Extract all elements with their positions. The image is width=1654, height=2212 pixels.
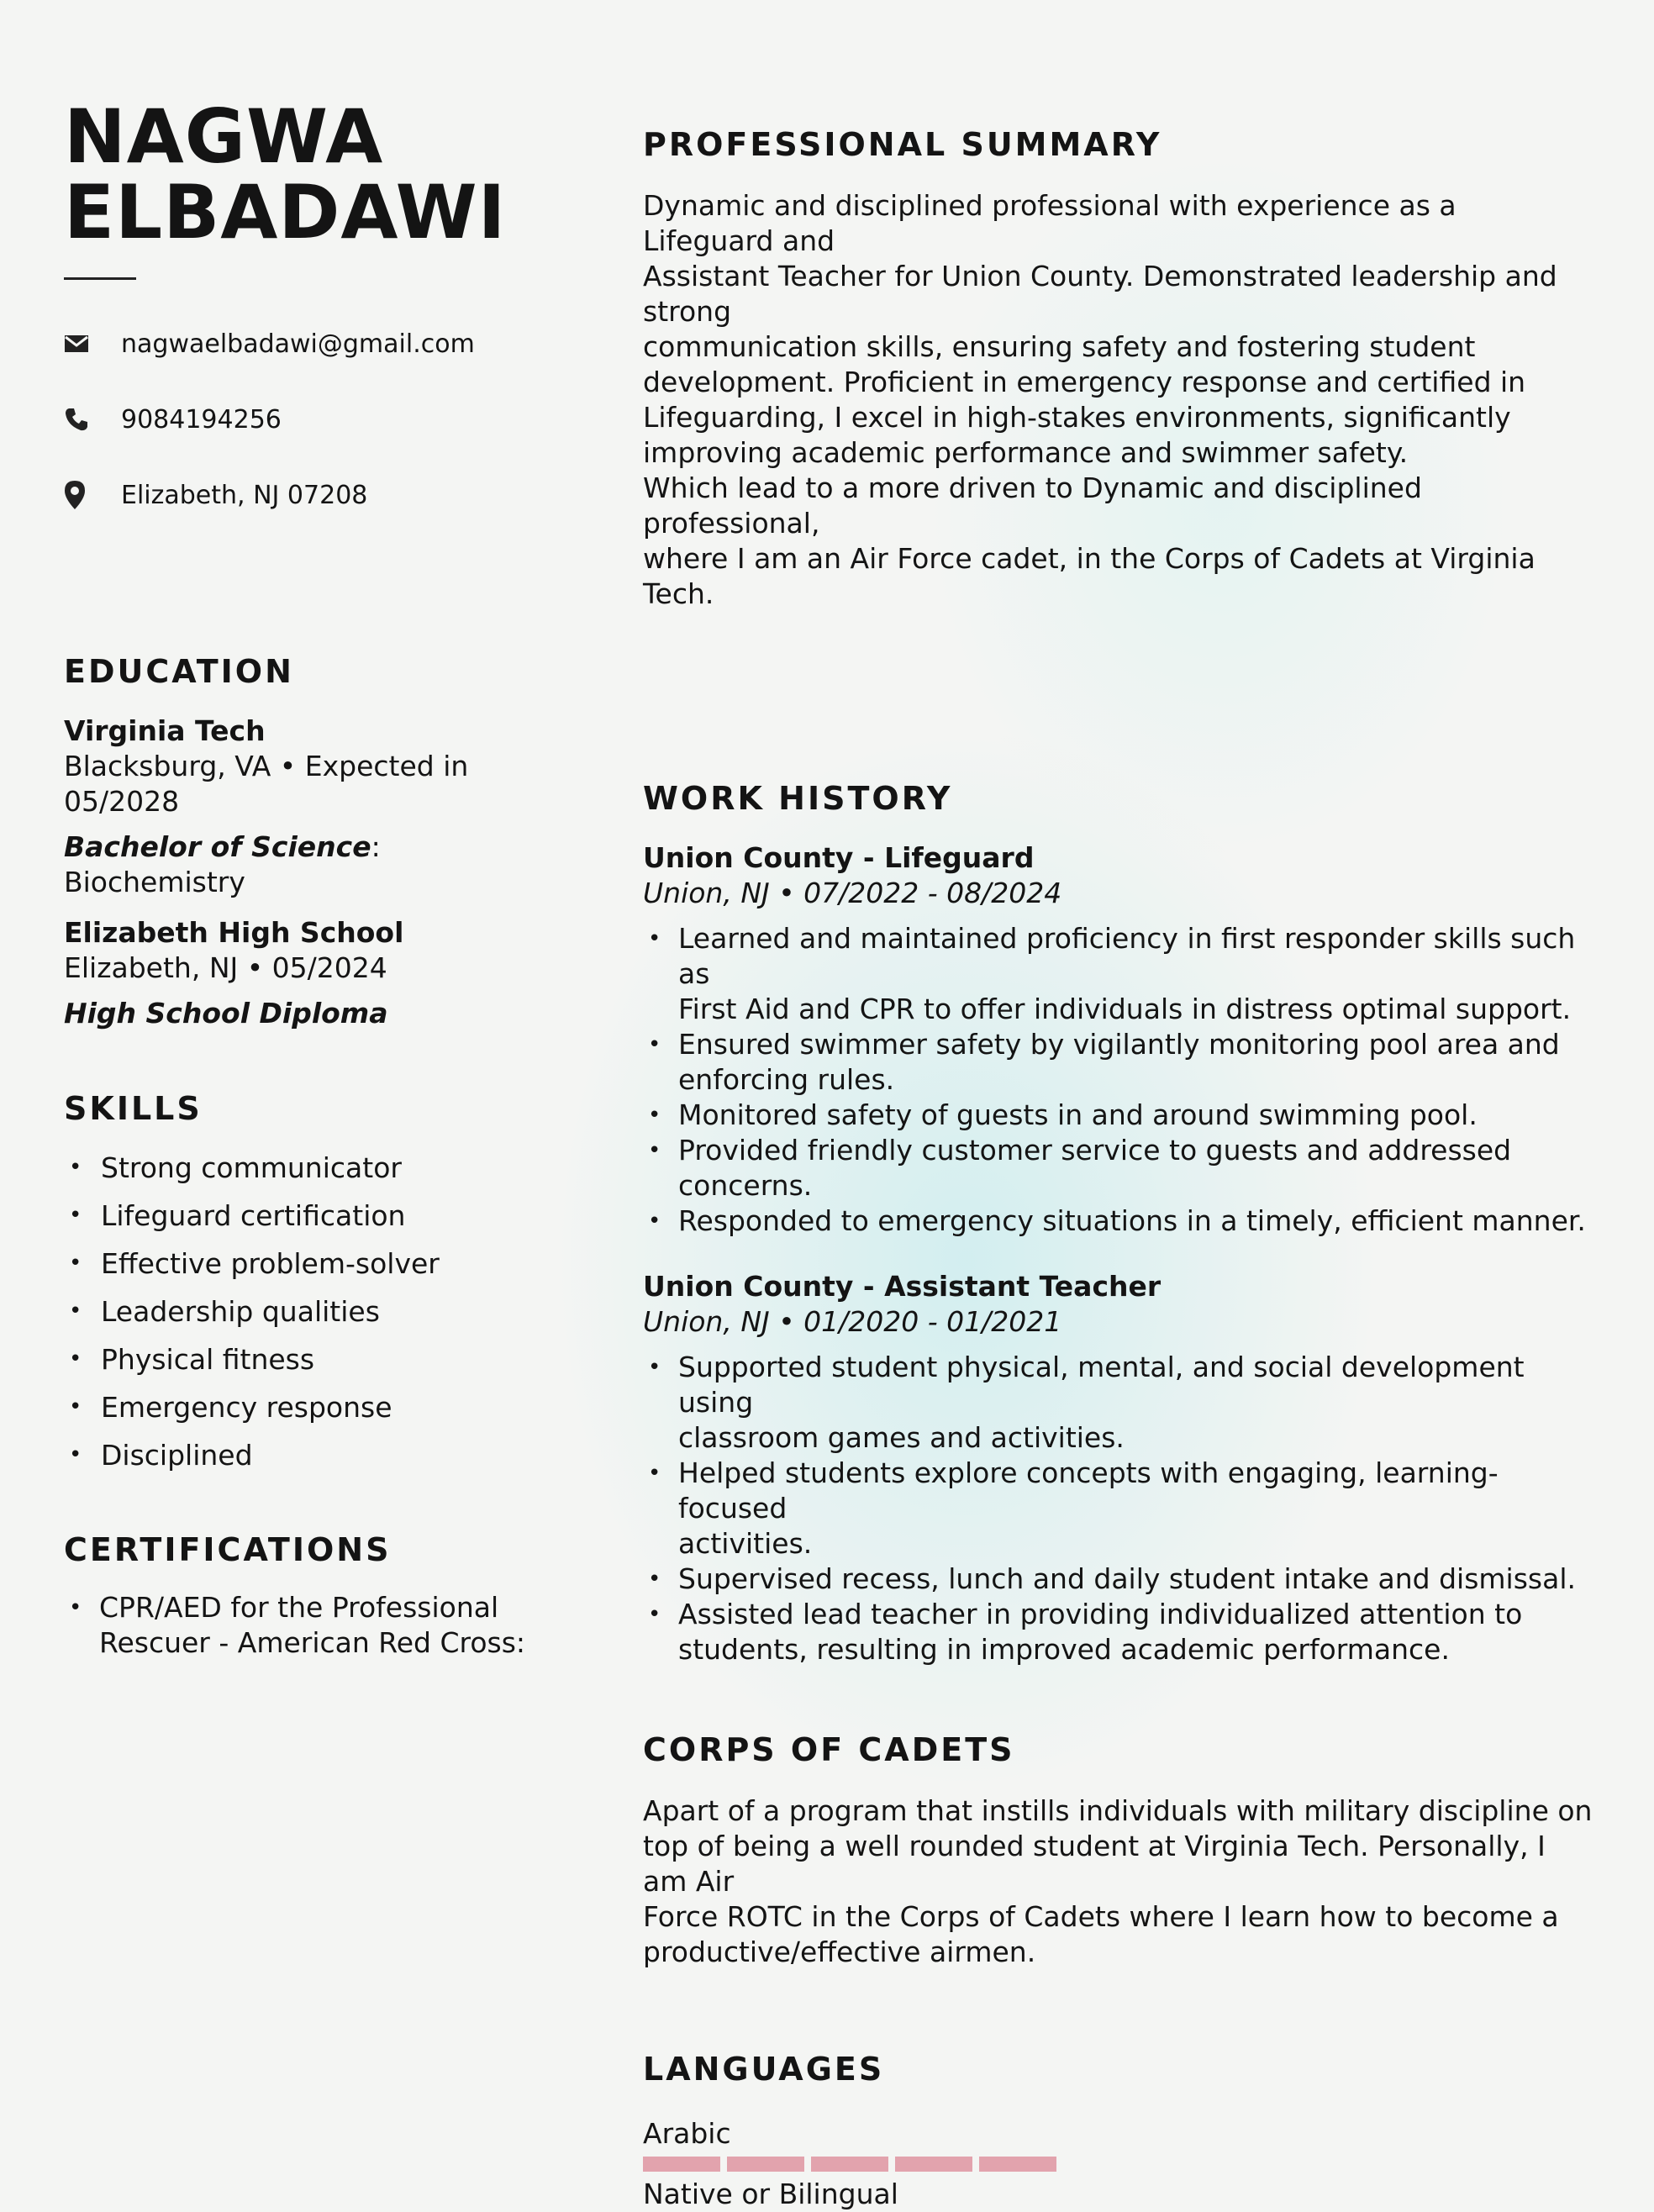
degree-name: High School Diploma	[64, 997, 388, 1030]
responsibility-item: • Learned and maintained proficiency in first responder skills such as First Aid and CPR to offer individuals in distress optimal support.	[643, 921, 1593, 1027]
language-entry	[643, 2116, 1593, 2212]
education-location-date: Elizabeth, NJ • 05/2024	[64, 951, 387, 984]
responsibility-item: • Supervised recess, lunch and daily student intake and dismissal.	[643, 1562, 1593, 1597]
skill-item: • Emergency response	[64, 1383, 535, 1431]
skill-item: • Leadership qualities	[64, 1288, 535, 1335]
skills-list	[64, 1144, 535, 1479]
right-column	[643, 126, 1593, 2212]
proficiency-segment	[643, 2157, 720, 2172]
skill-item: • Physical fitness	[64, 1335, 535, 1383]
certifications-section	[64, 1531, 535, 1661]
location-text: Elizabeth, NJ 07208	[121, 480, 368, 510]
contact-phone[interactable]	[64, 403, 535, 436]
job-location-dates: Union, NJ • 07/2022 - 08/2024	[643, 877, 1062, 909]
map-pin-icon	[64, 480, 104, 510]
job-title: Union County - Assistant Teacher	[643, 1270, 1161, 1303]
last-name: ELBADAWI	[64, 169, 507, 255]
proficiency-segment	[727, 2157, 804, 2172]
responsibility-item: • Helped students explore concepts with engaging, learning-focused activities.	[643, 1456, 1593, 1562]
proficiency-segment	[979, 2157, 1056, 2172]
work-history-heading: WORK HISTORY	[643, 780, 953, 817]
education-degree	[64, 996, 535, 1031]
responsibility-item: • Monitored safety of guests in and around swimming pool.	[643, 1098, 1593, 1133]
education-location-date: Blacksburg, VA • Expected in	[64, 750, 469, 782]
languages-heading: LANGUAGES	[643, 2051, 885, 2088]
responsibility-item: • Responded to emergency situations in a timely, efficient manner.	[643, 1203, 1593, 1239]
responsibility-item: • Supported student physical, mental, and social development using classroom games and activities.	[643, 1350, 1593, 1456]
summary-section	[643, 126, 1593, 612]
degree-name: Bachelor of Science	[64, 830, 371, 863]
job-responsibilities	[643, 921, 1593, 1239]
job-responsibilities	[643, 1350, 1593, 1667]
job-location-dates: Union, NJ • 01/2020 - 01/2021	[643, 1305, 1062, 1338]
candidate-name	[64, 93, 535, 255]
education-heading: EDUCATION	[64, 653, 294, 690]
responsibility-item: • Assisted lead teacher in providing individualized attention to students, resulting in improved academic performance.	[643, 1597, 1593, 1667]
job-title: Union County - Lifeguard	[643, 841, 1035, 874]
skill-item: • Effective problem-solver	[64, 1240, 535, 1288]
cadets-heading: CORPS OF CADETS	[643, 1731, 1015, 1768]
name-divider	[64, 277, 136, 280]
skill-item: • Lifeguard certification	[64, 1192, 535, 1240]
certifications-heading: CERTIFICATIONS	[64, 1531, 392, 1568]
proficiency-segment	[895, 2157, 972, 2172]
certifications-list	[64, 1590, 535, 1661]
education-date: 05/2028	[64, 785, 180, 818]
envelope-icon	[64, 334, 104, 353]
languages-section	[643, 2051, 1593, 2212]
email-text: nagwaelbadawi@gmail.com	[121, 329, 475, 359]
skill-item: • Disciplined	[64, 1431, 535, 1479]
education-institution: Virginia Tech	[64, 714, 266, 747]
education-degree	[64, 830, 535, 900]
job-entry	[643, 1269, 1593, 1667]
cadets-text: Apart of a program that instills individuals with military discipline on top of being a well rounded student at Virginia Tech. Personally, I am Air Force ROTC in the Corps of Cadets where I learn how to become a productive/effective airmen.	[643, 1794, 1593, 1968]
summary-text: Dynamic and disciplined professional with experience as a Lifeguard and Assistant Teacher for Union County. Demonstrated leadership and strong communication skills, ensuring safety and fostering student development. Proficient in emergency response and certified in Lifeguarding, I excel in high-stakes environments, significantly improving academic performance and swimmer safety. Which lead to a more driven to Dynamic and disciplined professional, where I am an Air Force cadet, in the Corps of Cadets at Virginia Tech.	[643, 189, 1557, 610]
phone-text: 9084194256	[121, 404, 282, 434]
responsibility-item: • Provided friendly customer service to guests and addressed concerns.	[643, 1133, 1593, 1203]
responsibility-item: • Ensured swimmer safety by vigilantly monitoring pool area and enforcing rules.	[643, 1027, 1593, 1098]
certification-item: • CPR/AED for the Professional Rescuer - American Red Cross:	[64, 1590, 535, 1661]
education-entry	[64, 714, 535, 900]
left-column	[64, 93, 535, 1661]
job-entry	[643, 840, 1593, 1239]
contact-email[interactable]	[64, 327, 535, 361]
first-name: NAGWA	[64, 93, 384, 180]
skill-item: • Strong communicator	[64, 1144, 535, 1192]
contact-location	[64, 478, 535, 512]
education-section	[64, 653, 535, 1031]
language-level: Native or Bilingual	[643, 2178, 898, 2210]
skills-section	[64, 1090, 535, 1479]
cadets-section	[643, 1731, 1593, 1970]
work-history-section	[643, 780, 1593, 1667]
proficiency-segment	[811, 2157, 888, 2172]
education-entry	[64, 915, 535, 1031]
language-proficiency-bar	[643, 2157, 1593, 2172]
summary-heading: PROFESSIONAL SUMMARY	[643, 126, 1162, 163]
language-name: Arabic	[643, 2117, 731, 2150]
skills-heading: SKILLS	[64, 1090, 203, 1127]
education-institution: Elizabeth High School	[64, 916, 404, 949]
degree-field: : Biochemistry	[64, 830, 381, 898]
phone-icon	[64, 407, 104, 432]
